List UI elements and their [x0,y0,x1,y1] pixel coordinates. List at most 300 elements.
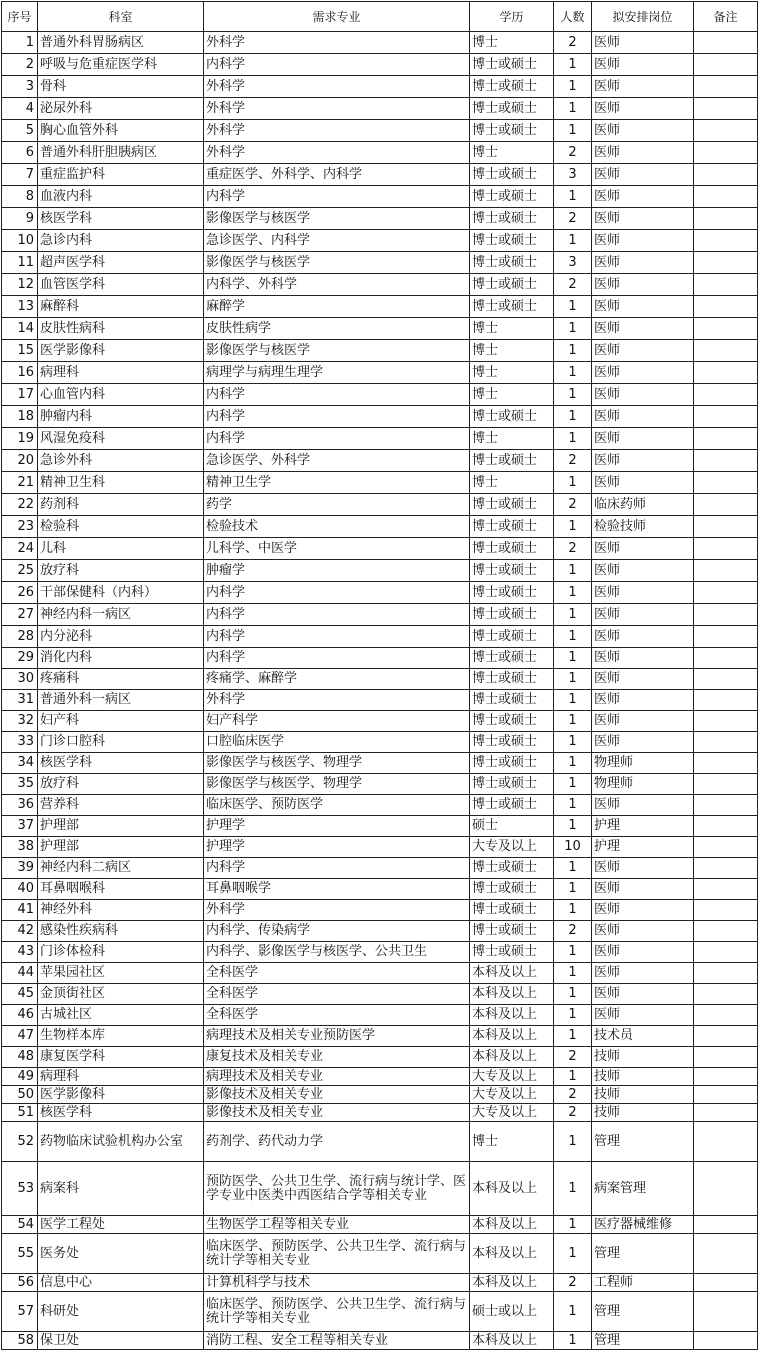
cell-edu: 大专及以上 [470,837,554,858]
cell-note [694,120,758,142]
cell-note [694,690,758,711]
header-post: 拟安排岗位 [592,2,694,32]
cell-post: 医师 [592,340,694,362]
cell-no: 56 [2,1274,38,1292]
cell-post: 医师 [592,450,694,472]
cell-dept: 神经内科一病区 [38,604,204,626]
cell-dept: 精神卫生科 [38,472,204,494]
cell-count: 1 [554,626,592,648]
cell-major: 外科学 [204,32,470,54]
cell-edu: 博士或硕士 [470,648,554,669]
cell-note [694,921,758,942]
cell-major: 内科学 [204,858,470,879]
cell-count: 1 [554,1005,592,1026]
cell-dept: 血管医学科 [38,274,204,296]
cell-major: 护理学 [204,837,470,858]
table-row [2,340,758,362]
cell-note [694,384,758,406]
header-row [2,2,758,32]
cell-major: 皮肤性病学 [204,318,470,340]
cell-major: 临床医学、预防医学、公共卫生学、流行病与统计学等相关专业 [204,1234,470,1274]
cell-count: 10 [554,837,592,858]
cell-edu: 大专及以上 [470,1068,554,1086]
header-no: 序号 [2,2,38,32]
table-row [2,1162,758,1216]
cell-no: 38 [2,837,38,858]
cell-note [694,428,758,450]
cell-note [694,164,758,186]
cell-note [694,252,758,274]
cell-note [694,648,758,669]
cell-edu: 博士或硕士 [470,879,554,900]
cell-post: 医师 [592,648,694,669]
cell-dept: 放疗科 [38,774,204,795]
cell-post: 技师 [592,1104,694,1122]
cell-edu: 博士或硕士 [470,753,554,774]
cell-post: 医师 [592,252,694,274]
cell-major: 内科学、传染病学 [204,921,470,942]
cell-edu: 博士或硕士 [470,252,554,274]
header-note: 备注 [694,2,758,32]
cell-no: 1 [2,32,38,54]
cell-dept: 金顶街社区 [38,984,204,1005]
table-row [2,837,758,858]
table-row [2,54,758,76]
table-row [2,690,758,711]
cell-major: 内科学、影像医学与核医学、公共卫生 [204,942,470,963]
cell-note [694,1104,758,1122]
cell-major: 外科学 [204,76,470,98]
cell-count: 1 [554,1162,592,1216]
cell-dept: 药剂科 [38,494,204,516]
cell-note [694,186,758,208]
cell-major: 重症医学、外科学、内科学 [204,164,470,186]
cell-dept: 检验科 [38,516,204,538]
cell-post: 医师 [592,900,694,921]
cell-no: 41 [2,900,38,921]
cell-count: 1 [554,795,592,816]
cell-major: 影像技术及相关专业 [204,1086,470,1104]
cell-post: 医师 [592,406,694,428]
cell-edu: 本科及以上 [470,963,554,984]
cell-major: 内科学 [204,406,470,428]
cell-edu: 博士或硕士 [470,98,554,120]
cell-edu: 大专及以上 [470,1104,554,1122]
cell-edu: 博士或硕士 [470,494,554,516]
cell-edu: 博士 [470,1122,554,1162]
cell-note [694,879,758,900]
cell-no: 20 [2,450,38,472]
cell-note [694,54,758,76]
cell-major: 病理学与病理生理学 [204,362,470,384]
cell-count: 2 [554,142,592,164]
cell-no: 53 [2,1162,38,1216]
cell-edu: 博士 [470,472,554,494]
cell-dept: 病案科 [38,1162,204,1216]
table-row [2,1104,758,1122]
cell-no: 17 [2,384,38,406]
table-row [2,32,758,54]
cell-note [694,142,758,164]
cell-post: 医师 [592,208,694,230]
cell-post: 管理 [592,1234,694,1274]
cell-count: 1 [554,98,592,120]
cell-dept: 门诊体检科 [38,942,204,963]
cell-count: 1 [554,711,592,732]
table-row [2,384,758,406]
cell-major: 康复技术及相关专业 [204,1047,470,1068]
cell-post: 医师 [592,858,694,879]
cell-dept: 保卫处 [38,1332,204,1350]
cell-no: 52 [2,1122,38,1162]
cell-count: 1 [554,879,592,900]
cell-major: 影像医学与核医学 [204,340,470,362]
cell-post: 医疗器械维修 [592,1216,694,1234]
cell-major: 内科学 [204,384,470,406]
cell-dept: 护理部 [38,837,204,858]
cell-no: 19 [2,428,38,450]
table-row [2,1047,758,1068]
cell-post: 护理 [592,816,694,837]
cell-major: 内科学 [204,604,470,626]
cell-dept: 康复医学科 [38,1047,204,1068]
cell-major: 内科学、外科学 [204,274,470,296]
cell-no: 13 [2,296,38,318]
cell-count: 1 [554,120,592,142]
table-row [2,318,758,340]
cell-count: 1 [554,690,592,711]
cell-note [694,406,758,428]
cell-dept: 儿科 [38,538,204,560]
table-row [2,732,758,753]
cell-post: 医师 [592,98,694,120]
cell-post: 医师 [592,32,694,54]
cell-post: 医师 [592,538,694,560]
cell-edu: 博士或硕士 [470,795,554,816]
cell-post: 检验技师 [592,516,694,538]
header-count: 人数 [554,2,592,32]
recruitment-table [1,1,758,1350]
cell-no: 39 [2,858,38,879]
cell-post: 医师 [592,963,694,984]
cell-note [694,230,758,252]
cell-no: 18 [2,406,38,428]
cell-count: 1 [554,900,592,921]
cell-post: 医师 [592,186,694,208]
table-body [2,32,758,1350]
cell-dept: 科研处 [38,1292,204,1332]
cell-post: 医师 [592,690,694,711]
cell-count: 2 [554,208,592,230]
table-row [2,538,758,560]
cell-dept: 药物临床试验机构办公室 [38,1122,204,1162]
table-row [2,560,758,582]
cell-dept: 耳鼻咽喉科 [38,879,204,900]
cell-post: 医师 [592,732,694,753]
cell-major: 精神卫生学 [204,472,470,494]
cell-major: 临床医学、预防医学 [204,795,470,816]
cell-no: 8 [2,186,38,208]
cell-post: 病案管理 [592,1162,694,1216]
cell-note [694,795,758,816]
cell-major: 计算机科学与技术 [204,1274,470,1292]
cell-major: 耳鼻咽喉学 [204,879,470,900]
cell-post: 技师 [592,1047,694,1068]
cell-dept: 神经内科二病区 [38,858,204,879]
cell-no: 23 [2,516,38,538]
cell-note [694,1068,758,1086]
cell-no: 31 [2,690,38,711]
table-row [2,816,758,837]
table-row [2,76,758,98]
cell-dept: 肿瘤内科 [38,406,204,428]
cell-count: 1 [554,76,592,98]
cell-major: 外科学 [204,120,470,142]
cell-edu: 本科及以上 [470,1234,554,1274]
cell-no: 14 [2,318,38,340]
cell-dept: 疼痛科 [38,669,204,690]
cell-major: 药学 [204,494,470,516]
cell-major: 内科学 [204,582,470,604]
cell-major: 疼痛学、麻醉学 [204,669,470,690]
cell-post: 医师 [592,384,694,406]
cell-note [694,816,758,837]
table-row [2,494,758,516]
cell-post: 医师 [592,582,694,604]
cell-count: 1 [554,428,592,450]
cell-dept: 普通外科一病区 [38,690,204,711]
cell-count: 1 [554,54,592,76]
cell-note [694,1047,758,1068]
cell-edu: 博士 [470,32,554,54]
cell-dept: 重症监护科 [38,164,204,186]
cell-post: 医师 [592,120,694,142]
cell-note [694,774,758,795]
cell-note [694,340,758,362]
cell-edu: 硕士 [470,816,554,837]
cell-dept: 干部保健科（内科） [38,582,204,604]
cell-edu: 博士或硕士 [470,921,554,942]
cell-count: 1 [554,984,592,1005]
cell-note [694,1234,758,1274]
cell-edu: 博士或硕士 [470,582,554,604]
cell-post: 技术员 [592,1026,694,1047]
cell-count: 2 [554,1047,592,1068]
table-row [2,296,758,318]
cell-count: 1 [554,1292,592,1332]
cell-count: 2 [554,494,592,516]
cell-count: 1 [554,1216,592,1234]
cell-dept: 妇产科 [38,711,204,732]
cell-note [694,1122,758,1162]
cell-note [694,296,758,318]
cell-count: 1 [554,406,592,428]
cell-post: 医师 [592,984,694,1005]
cell-dept: 普通外科肝胆胰病区 [38,142,204,164]
cell-no: 36 [2,795,38,816]
cell-edu: 博士或硕士 [470,626,554,648]
cell-count: 1 [554,472,592,494]
cell-count: 1 [554,648,592,669]
table-row [2,711,758,732]
cell-post: 医师 [592,362,694,384]
cell-edu: 本科及以上 [470,1274,554,1292]
cell-edu: 博士或硕士 [470,120,554,142]
cell-no: 47 [2,1026,38,1047]
cell-edu: 博士 [470,362,554,384]
cell-note [694,1162,758,1216]
cell-major: 病理技术及相关专业预防医学 [204,1026,470,1047]
cell-count: 2 [554,1086,592,1104]
cell-post: 医师 [592,76,694,98]
cell-edu: 博士或硕士 [470,690,554,711]
cell-edu: 本科及以上 [470,1047,554,1068]
cell-post: 医师 [592,142,694,164]
cell-dept: 皮肤性病科 [38,318,204,340]
cell-no: 16 [2,362,38,384]
cell-major: 全科医学 [204,1005,470,1026]
cell-no: 9 [2,208,38,230]
cell-major: 肿瘤学 [204,560,470,582]
cell-dept: 医务处 [38,1234,204,1274]
cell-dept: 血液内科 [38,186,204,208]
cell-major: 影像医学与核医学 [204,208,470,230]
cell-major: 外科学 [204,690,470,711]
cell-no: 26 [2,582,38,604]
cell-dept: 信息中心 [38,1274,204,1292]
cell-major: 生物医学工程等相关专业 [204,1216,470,1234]
cell-post: 医师 [592,879,694,900]
cell-dept: 呼吸与危重症医学科 [38,54,204,76]
cell-no: 24 [2,538,38,560]
cell-count: 3 [554,252,592,274]
cell-no: 37 [2,816,38,837]
table-row [2,450,758,472]
cell-edu: 博士或硕士 [470,516,554,538]
cell-post: 医师 [592,942,694,963]
table-row [2,1086,758,1104]
cell-note [694,711,758,732]
cell-no: 46 [2,1005,38,1026]
cell-edu: 博士或硕士 [470,711,554,732]
cell-dept: 风湿免疫科 [38,428,204,450]
cell-note [694,1274,758,1292]
cell-edu: 博士或硕士 [470,604,554,626]
cell-post: 医师 [592,472,694,494]
cell-count: 1 [554,1122,592,1162]
table-row [2,252,758,274]
cell-note [694,538,758,560]
table-row [2,186,758,208]
cell-count: 1 [554,340,592,362]
cell-edu: 本科及以上 [470,1332,554,1350]
cell-dept: 放疗科 [38,560,204,582]
cell-edu: 硕士或以上 [470,1292,554,1332]
cell-count: 1 [554,318,592,340]
cell-note [694,362,758,384]
cell-note [694,76,758,98]
cell-major: 急诊医学、内科学 [204,230,470,252]
cell-note [694,626,758,648]
cell-no: 12 [2,274,38,296]
table-row [2,1292,758,1332]
table-row [2,942,758,963]
cell-major: 临床医学、预防医学、公共卫生学、流行病与统计学等相关专业 [204,1292,470,1332]
cell-edu: 本科及以上 [470,1162,554,1216]
header-edu: 学历 [470,2,554,32]
cell-dept: 麻醉科 [38,296,204,318]
cell-count: 1 [554,230,592,252]
cell-edu: 博士或硕士 [470,274,554,296]
cell-dept: 普通外科胃肠病区 [38,32,204,54]
cell-edu: 博士 [470,142,554,164]
cell-count: 1 [554,384,592,406]
cell-note [694,1086,758,1104]
cell-no: 35 [2,774,38,795]
table-row [2,362,758,384]
cell-edu: 博士或硕士 [470,450,554,472]
cell-major: 口腔临床医学 [204,732,470,753]
table-row [2,879,758,900]
cell-dept: 急诊内科 [38,230,204,252]
cell-no: 42 [2,921,38,942]
table-row [2,98,758,120]
cell-note [694,837,758,858]
cell-major: 全科医学 [204,963,470,984]
cell-post: 临床药师 [592,494,694,516]
cell-no: 54 [2,1216,38,1234]
cell-count: 3 [554,164,592,186]
cell-no: 22 [2,494,38,516]
table-row [2,648,758,669]
cell-count: 1 [554,362,592,384]
cell-note [694,604,758,626]
cell-no: 11 [2,252,38,274]
cell-no: 28 [2,626,38,648]
table-row [2,274,758,296]
cell-major: 儿科学、中医学 [204,538,470,560]
cell-count: 1 [554,1068,592,1086]
cell-dept: 泌尿外科 [38,98,204,120]
cell-no: 5 [2,120,38,142]
cell-no: 10 [2,230,38,252]
cell-major: 影像医学与核医学 [204,252,470,274]
cell-post: 工程师 [592,1274,694,1292]
cell-post: 管理 [592,1122,694,1162]
cell-edu: 博士或硕士 [470,732,554,753]
cell-major: 影像医学与核医学、物理学 [204,753,470,774]
cell-edu: 博士或硕士 [470,164,554,186]
cell-post: 医师 [592,669,694,690]
cell-note [694,1292,758,1332]
cell-edu: 博士或硕士 [470,538,554,560]
table-row [2,900,758,921]
cell-note [694,858,758,879]
cell-post: 管理 [592,1332,694,1350]
cell-dept: 核医学科 [38,208,204,230]
cell-edu: 博士 [470,318,554,340]
cell-major: 内科学 [204,186,470,208]
cell-no: 33 [2,732,38,753]
cell-edu: 博士或硕士 [470,669,554,690]
cell-no: 6 [2,142,38,164]
cell-dept: 核医学科 [38,1104,204,1122]
cell-post: 医师 [592,921,694,942]
header-dept: 科室 [38,2,204,32]
cell-edu: 博士或硕士 [470,76,554,98]
cell-dept: 医学影像科 [38,340,204,362]
cell-no: 7 [2,164,38,186]
